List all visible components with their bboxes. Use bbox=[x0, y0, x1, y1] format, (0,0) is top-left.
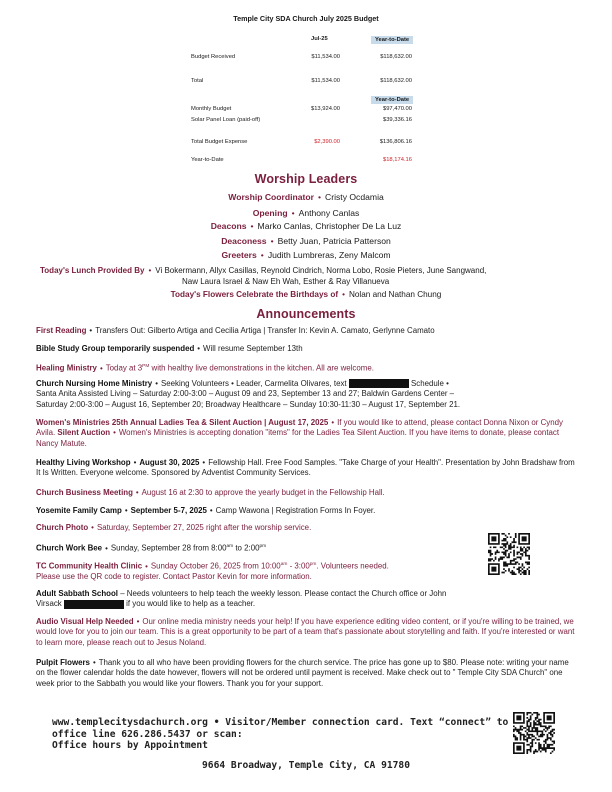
first-reading-label: First Reading bbox=[36, 326, 87, 335]
budget-row-jul: $13,924.00 bbox=[310, 106, 340, 112]
budget-title: Temple City SDA Church July 2025 Budget bbox=[233, 14, 379, 23]
tc-sup2: pm bbox=[309, 562, 317, 567]
worship-row-label: Opening bbox=[252, 208, 288, 218]
qr-code-icon[interactable] bbox=[488, 533, 530, 575]
nursing-text-pre: Seeking Volunteers • Leader, Carmelita Olivares, text bbox=[160, 379, 347, 388]
budget-row bbox=[0, 106, 612, 116]
av-label: Audio Visual Help Needed bbox=[36, 617, 134, 626]
av-text: Our online media ministry needs your help! If you have experience editing video content, or if you're willing to be trained, we would love for you to join our team. This is a great opportunity to be part of a team that's passionate about storytelling and faith. If you're interested or want to learn more, please reach out to Jesus Noland. bbox=[36, 617, 575, 647]
first-reading-text: Transfers Out: Gilberto Artiga and Cecilia Artiga | Transfer In: Kevin A. Camato, Gerlynne Camato bbox=[95, 326, 435, 335]
business-label: Church Business Meeting bbox=[36, 488, 133, 497]
worship-row-label: Worship Coordinator bbox=[228, 192, 315, 202]
workbee-label: Church Work Bee bbox=[36, 543, 103, 553]
adult-text1: – Needs volunteers to help teach the weekly lesson. Please contact the Church office or John bbox=[120, 589, 447, 598]
worship-row-value: Anthony Canlas bbox=[298, 208, 360, 218]
tc-line2: Please use the QR code to register. Contact Pastor Kevin for more information. bbox=[36, 571, 312, 581]
worship-row-value: Cristy Ocdamia bbox=[325, 192, 384, 202]
silent-auction-text: Women's Ministries is accepting donation "items" for the Ladies Tea Silent Auction. If you have items to donate, please contact Nancy Matute. bbox=[36, 428, 560, 448]
announcements-title: Announcements bbox=[256, 307, 356, 321]
footer-contact bbox=[52, 717, 508, 752]
healing-ministry: Healing Ministry • Today at $3^{PM}$ with healthy live demonstrations in the kitchen. All are welcome. bbox=[36, 363, 374, 373]
qr-code-connect bbox=[513, 712, 555, 754]
nursing-line3: Saturday 2:00-3:00 – August 16, September 20; Broadway Healthcare – Sunday 10:30-11:30 – August 17, September 21. bbox=[36, 399, 461, 409]
healing-text-post: with healthy live demonstrations in the kitchen. All are welcome. bbox=[149, 363, 374, 373]
budget-row-ytd: $97,470.00 bbox=[382, 106, 412, 112]
worship-row-value: Marko Canlas, Christopher De La Luz bbox=[257, 221, 402, 231]
tc-health-clinic: TC Community Health Clinic • Sunday October 26, 2025 from $10:00^{am}$ - $3:00^{pm}$. Volunteers needed. Please use the QR code to register. Contact Pastor Kevin for more information. bbox=[36, 561, 389, 581]
lunch-line1: Vi Bokermann, Allyx Casillas, Reynold Cindrich, Norma Lobo, Rosie Pieters, June Sangwand, bbox=[155, 266, 487, 275]
adult-text-pre2: Virsack bbox=[36, 599, 62, 609]
healthy-label: Healthy Living Workshop bbox=[36, 458, 131, 467]
flowers-label: Today's Flowers Celebrate the Birthdays of bbox=[170, 290, 339, 299]
healing-label: Healing Ministry bbox=[36, 363, 97, 373]
budget-row bbox=[0, 139, 612, 149]
worship-row: Deacons • Marko Canlas, Christopher De La Luz bbox=[210, 221, 402, 231]
budget-row-ytd: $136,806.16 bbox=[379, 139, 412, 145]
yosemite-label: Yosemite Family Camp bbox=[36, 506, 122, 515]
workbee-text-mid: to 2:00 bbox=[233, 543, 260, 553]
adult-label: Adult Sabbath School bbox=[36, 589, 118, 598]
worship-row-value: Judith Lumbreras, Zeny Malcom bbox=[267, 250, 391, 260]
healthy-date: August 30, 2025 bbox=[139, 458, 200, 467]
footer-address: 9664 Broadway, Temple City, CA 91780 bbox=[202, 760, 410, 771]
worship-row-value: Betty Juan, Patricia Patterson bbox=[277, 236, 391, 246]
budget-col-ytd: Year-to-Date bbox=[371, 36, 413, 44]
pulpit-flowers: Pulpit Flowers • Thank you to all who have been providing flowers for the church service. The price has gone up to $80. Please note: writing your name on the flower calendar holds the date however, flowers will not be ordered until payment is received. Make check out to " Temple City SDA Church" one week prior to the Sabbath you would like your flowers. Thank you for your support. bbox=[36, 658, 569, 688]
lunch-label: Today's Lunch Provided By bbox=[40, 266, 145, 275]
flowers-row: Today's Flowers Celebrate the Birthdays of • Nolan and Nathan Chung bbox=[170, 290, 442, 299]
worship-row: Worship Coordinator • Cristy Ocdamia bbox=[228, 192, 384, 202]
redacted-phone-2 bbox=[64, 600, 124, 609]
qr-code-icon[interactable] bbox=[513, 712, 555, 754]
photo-text: Saturday, September 27, 2025 right after the worship service. bbox=[96, 523, 312, 532]
workbee-text-pre: Sunday, September 28 from 8:00 bbox=[110, 543, 227, 553]
business-text: August 16 at 2:30 to approve the yearly budget in the Fellowship Hall. bbox=[141, 488, 385, 497]
budget-row-ytd: $18,174.16 bbox=[382, 157, 412, 163]
budget-row-label: Budget Received bbox=[191, 54, 236, 60]
budget-row-label: Total Budget Expense bbox=[191, 139, 248, 145]
qr-code-clinic bbox=[488, 533, 530, 575]
budget-row-label: Monthly Budget bbox=[191, 106, 232, 112]
yosemite-text: Camp Wawona | Registration Forms In Foyer. bbox=[215, 506, 376, 515]
business-meeting: Church Business Meeting • August 16 at 2:30 to approve the yearly budget in the Fellowship Hall. bbox=[36, 488, 385, 497]
yosemite-camp: Yosemite Family Camp • September 5-7, 2025 • Camp Wawona | Registration Forms In Foyer. bbox=[36, 506, 376, 515]
lunch-line2: Naw Laura Israel & Naw Eh Wah, Esther & Ray Villanueva bbox=[182, 277, 390, 286]
healthy-text: Fellowship Hall. Free Food Samples. "Take Charge of your Health". Presentation by John Bradshaw from It Is Written. Everyone welcome. Sponsored by Adventist Community Services. bbox=[36, 458, 575, 478]
budget-row-label: Year-to-Date bbox=[191, 157, 224, 163]
budget-row-jul: $2,390.00 bbox=[314, 139, 340, 145]
worship-row: Greeters • Judith Lumbreras, Zeny Malcom bbox=[221, 250, 391, 260]
nursing-text-post: Schedule • bbox=[411, 379, 449, 388]
church-photo: Church Photo • Saturday, September 27, 2025 right after the worship service. bbox=[36, 523, 312, 532]
budget-row bbox=[0, 157, 612, 167]
nursing-home: Church Nursing Home Ministry • Seeking Volunteers • Leader, Carmelita Olivares, text Schedule • Santa Anita Assisted Living – Saturday 2:00-3:00 – August 09 and 23, September 13 and 27; Baldwin Gardens Center – Saturday 2:00-3:00 – August 16, September 20; Broadway Healthcare – Sunday 10:30-11:30 – August 17, September 21. bbox=[36, 379, 461, 409]
flowers-value: Nolan and Nathan Chung bbox=[348, 290, 442, 299]
budget-row-jul: $11,534.00 bbox=[311, 78, 340, 84]
tc-sup1: am bbox=[280, 562, 288, 567]
budget-row bbox=[0, 54, 612, 64]
first-reading: First Reading • Transfers Out: Gilberto Artiga and Cecilia Artiga | Transfer In: Kevin A. Camato, Gerlynne Camato bbox=[36, 326, 435, 335]
budget-row-ytd: $118,632.00 bbox=[380, 54, 412, 60]
budget-row bbox=[0, 117, 612, 127]
budget-header-row bbox=[0, 36, 612, 46]
budget-row bbox=[0, 78, 612, 88]
footer-line2: office line 626.286.5437 or scan: bbox=[52, 728, 243, 740]
tc-text-pre: Sunday October 26, 2025 from 10:00 bbox=[150, 561, 281, 571]
budget-ytd-header-row bbox=[0, 96, 612, 106]
adult-text-post2: if you would like to help as a teacher. bbox=[126, 599, 256, 609]
worship-row-label: Deaconess bbox=[221, 236, 267, 246]
audio-visual: Audio Visual Help Needed • Our online media ministry needs your help! If you have experience editing video content, or if you're willing to be trained, we would love for you to join our team. This is a great opportunity to be part of a team that's passionate about storytelling and faith. If you're interested or want to learn more, please reach out to Jesus Noland. bbox=[36, 617, 575, 647]
pulpit-label: Pulpit Flowers bbox=[36, 658, 90, 667]
yosemite-date: September 5-7, 2025 bbox=[130, 506, 207, 515]
tc-text-post: . Volunteers needed. bbox=[316, 561, 389, 571]
budget-row-label: Solar Panel Loan (paid-off) bbox=[191, 117, 261, 123]
adult-sabbath-school bbox=[36, 589, 576, 610]
bible-study-text: Will resume September 13th bbox=[203, 344, 303, 353]
workbee-sup2: pm bbox=[259, 544, 267, 549]
worship-row: Opening • Anthony Canlas bbox=[252, 208, 360, 218]
lunch-provided: Today's Lunch Provided By • Vi Bokermann, Allyx Casillas, Reynold Cindrich, Norma Lobo, Rosie Pieters, June Sangwand, Naw Laura Israel & Naw Eh Wah, Esther & Ray Villanueva bbox=[40, 265, 580, 287]
redacted-phone bbox=[349, 379, 409, 388]
workbee-sup1: am bbox=[226, 544, 234, 549]
worship-title: Worship Leaders bbox=[254, 172, 358, 186]
budget-row-label: Total bbox=[191, 78, 204, 84]
healing-text-pre: Today at 3 bbox=[105, 363, 143, 373]
healing-sup: PM bbox=[142, 364, 150, 369]
silent-auction-label: Silent Auction bbox=[57, 428, 111, 438]
womens-text: If you would like to attend, please contact Donna Nixon or Cyndy Avila. bbox=[36, 418, 563, 438]
bible-study-label: Bible Study Group temporarily suspended bbox=[36, 344, 195, 353]
budget-row-ytd: $118,632.00 bbox=[380, 78, 412, 84]
nursing-label: Church Nursing Home Ministry bbox=[36, 379, 153, 388]
nursing-line2: Santa Anita Assisted Living – Saturday 2:00-3:00 – August 09 and 23, September 13 and 27; Baldwin Gardens Center – bbox=[36, 389, 455, 399]
bible-study: Bible Study Group temporarily suspended • Will resume September 13th bbox=[36, 344, 303, 353]
budget-row-ytd: $39,336.16 bbox=[382, 117, 412, 123]
worship-row-label: Greeters bbox=[221, 250, 257, 260]
budget-col-ytd-2: Year-to-Date bbox=[371, 96, 413, 104]
tc-text-mid: - 3:00 bbox=[287, 561, 310, 571]
pulpit-text: Thank you to all who have been providing flowers for the church service. The price has gone up to $80. Please note: writing your name on the flower calendar holds the date however, flowers will not be ordered until payment is received. Make check out to " Temple City SDA Church" one week prior to the Sabbath you would like your flowers. Thank you for your support. bbox=[36, 658, 569, 688]
work-bee: Church Work Bee • Sunday, September 28 from $8:00^{am}$ to $2:00^{pm}$ bbox=[36, 543, 267, 553]
womens-ministries: Women's Ministries 25th Annual Ladies Tea & Silent Auction | August 17, 2025 • If you would like to attend, please contact Donna Nixon or Cyndy Avila. Silent Auction • Women's Ministries is accepting donation "items" for the Ladies Tea Silent Auction. If you have items to donate, please contact Nancy Matute. bbox=[36, 418, 563, 448]
worship-row: Deaconess • Betty Juan, Patricia Patterson bbox=[221, 236, 391, 246]
budget-row-jul: $11,534.00 bbox=[311, 54, 340, 60]
womens-label: Women's Ministries 25th Annual Ladies Tea & Silent Auction | August 17, 2025 bbox=[36, 418, 329, 427]
footer-line3: Office hours by Appointment bbox=[52, 740, 208, 751]
footer-line1: www.templecitysdachurch.org • Visitor/Member connection card. Text “connect” to bbox=[52, 717, 509, 728]
budget-col-jul: Jul-25 bbox=[311, 36, 328, 42]
photo-label: Church Photo bbox=[36, 523, 89, 532]
tc-label: TC Community Health Clinic bbox=[36, 561, 143, 571]
worship-row-label: Deacons bbox=[210, 221, 247, 231]
healthy-living: Healthy Living Workshop • August 30, 2025 • Fellowship Hall. Free Food Samples. "Take Charge of your Health". Presentation by John Bradshaw from It Is Written. Everyone welcome. Sponsored by Adventist Community Services. bbox=[36, 458, 575, 478]
